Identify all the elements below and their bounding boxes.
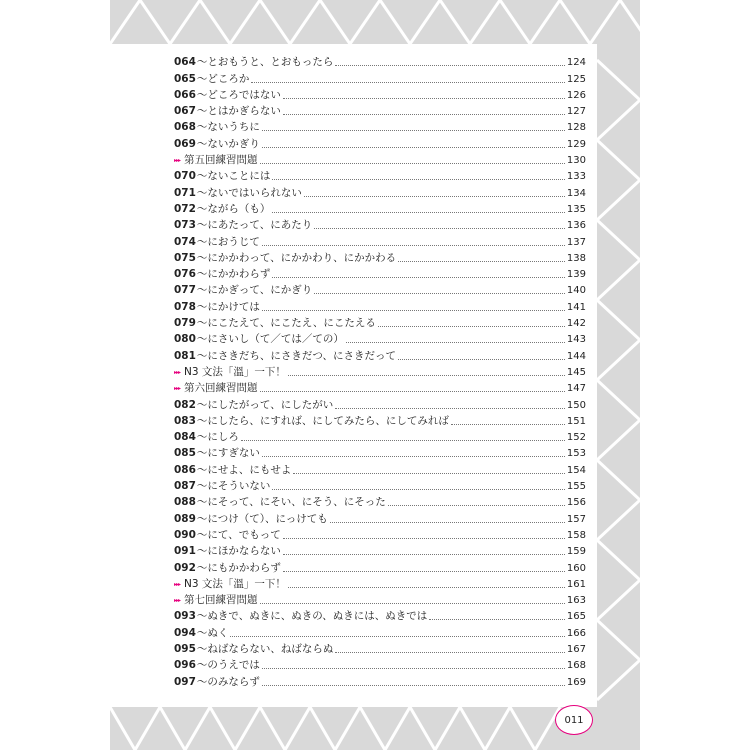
entry-number: 068 <box>174 121 196 134</box>
toc-row <box>174 330 586 346</box>
dot-leader <box>288 587 565 588</box>
toc-row <box>174 216 586 232</box>
entry-number: 069 <box>174 137 196 150</box>
entry-number: 084 <box>174 431 196 444</box>
entry-page: 155 <box>566 481 586 493</box>
dot-leader <box>241 440 565 441</box>
entry-title: 〜にほかならない <box>196 545 281 558</box>
entry-number: 072 <box>174 202 196 215</box>
dot-leader <box>262 456 565 457</box>
dot-leader <box>429 619 565 620</box>
dot-leader <box>283 571 565 572</box>
entry-page: 141 <box>566 301 586 313</box>
entry-page: 163 <box>566 595 586 607</box>
entry-title: 〜どころではない <box>196 88 281 101</box>
dot-leader <box>283 554 565 555</box>
dot-leader <box>283 114 565 115</box>
entry-number: 091 <box>174 545 196 558</box>
entry-title: 第七回練習問題 <box>184 594 258 607</box>
entry-page: 157 <box>566 513 586 525</box>
table-of-contents <box>174 53 586 689</box>
toc-row <box>174 200 586 216</box>
entry-number: 087 <box>174 480 196 493</box>
entry-title: 〜とはかぎらない <box>196 105 281 118</box>
dot-leader <box>272 179 564 180</box>
entry-number: 090 <box>174 528 196 541</box>
entry-title: 〜ねばならない、ねばならぬ <box>196 642 334 655</box>
triple-arrow-icon: ▸▸▸ <box>174 385 181 393</box>
toc-row <box>174 444 586 460</box>
entry-number: 079 <box>174 317 196 330</box>
toc-row <box>174 623 586 639</box>
entry-number: 066 <box>174 88 196 101</box>
toc-row <box>174 395 586 411</box>
entry-title: 〜にこたえて、にこたえ、にこたえる <box>196 317 376 330</box>
entry-title: N3 文法「溫」一下！ <box>184 577 286 590</box>
entry-number: 067 <box>174 105 196 118</box>
entry-title: 〜につけ（て）、にっけても <box>196 512 328 525</box>
toc-row <box>174 281 586 297</box>
entry-page: 135 <box>566 203 586 215</box>
entry-title: 第六回練習問題 <box>184 382 258 395</box>
triple-arrow-icon: ▸▸▸ <box>174 157 181 165</box>
dot-leader <box>335 65 564 66</box>
dot-leader <box>262 245 565 246</box>
toc-row <box>174 167 586 183</box>
dot-leader <box>378 326 565 327</box>
entry-title: 〜にしたら、にすれば、にしてみたら、にしてみれば <box>196 414 449 427</box>
entry-page: 124 <box>566 57 586 69</box>
entry-title: 〜にさいし（て／ては／ての） <box>196 333 344 346</box>
dot-leader <box>262 147 565 148</box>
entry-number: 088 <box>174 496 196 509</box>
entry-number: 094 <box>174 626 196 639</box>
entry-title: 〜ぬく <box>196 626 229 639</box>
toc-row <box>174 493 586 509</box>
toc-row <box>174 69 586 85</box>
dot-leader <box>330 522 565 523</box>
dot-leader <box>314 228 565 229</box>
entry-number: 078 <box>174 300 196 313</box>
page-number-badge <box>555 705 593 735</box>
page-number: 011 <box>564 714 584 726</box>
entry-page: 156 <box>566 497 586 509</box>
entry-number: 064 <box>174 56 196 69</box>
toc-row <box>174 477 586 493</box>
dot-leader <box>251 82 564 83</box>
toc-row <box>174 509 586 525</box>
toc-row <box>174 640 586 656</box>
toc-row <box>174 672 586 688</box>
entry-page: 127 <box>566 106 586 118</box>
entry-page: 147 <box>566 383 586 395</box>
entry-number: 065 <box>174 72 196 85</box>
entry-page: 140 <box>566 285 586 297</box>
toc-section-row <box>174 363 586 379</box>
triple-arrow-icon: ▸▸▸ <box>174 368 181 376</box>
entry-number: 070 <box>174 170 196 183</box>
toc-row <box>174 460 586 476</box>
entry-page: 153 <box>566 448 586 460</box>
entry-title: 〜におうじて <box>196 235 260 248</box>
entry-number: 096 <box>174 659 196 672</box>
toc-row <box>174 102 586 118</box>
toc-row <box>174 249 586 265</box>
entry-number: 093 <box>174 610 196 623</box>
entry-title: 〜ぬきで、ぬきに、ぬきの、ぬきには、ぬきでは <box>196 610 428 623</box>
dot-leader <box>283 538 565 539</box>
entry-page: 158 <box>566 529 586 541</box>
dot-leader <box>262 310 565 311</box>
entry-title: N3 文法「溫」一下！ <box>184 365 286 378</box>
entry-title: 〜にかかわって、にかかわり、にかかわる <box>196 251 397 264</box>
entry-title: 〜ないではいられない <box>196 186 302 199</box>
toc-row <box>174 86 586 102</box>
entry-number: 092 <box>174 561 196 574</box>
dot-leader <box>346 342 565 343</box>
entry-page: 134 <box>566 187 586 199</box>
entry-page: 136 <box>566 220 586 232</box>
dot-leader <box>262 685 565 686</box>
entry-title: 〜にせよ、にもせよ <box>196 463 292 476</box>
entry-title: 〜にしろ <box>196 431 239 444</box>
entry-page: 169 <box>566 676 586 688</box>
dot-leader <box>262 130 565 131</box>
entry-number: 077 <box>174 284 196 297</box>
entry-title: 〜ないことには <box>196 170 271 183</box>
entry-number: 083 <box>174 414 196 427</box>
entry-number: 085 <box>174 447 196 460</box>
entry-page: 130 <box>566 155 586 167</box>
toc-section-row <box>174 151 586 167</box>
entry-title: 〜ながら（も） <box>196 202 271 215</box>
entry-number: 095 <box>174 642 196 655</box>
dot-leader <box>398 359 565 360</box>
entry-page: 159 <box>566 546 586 558</box>
entry-page: 160 <box>566 562 586 574</box>
toc-row <box>174 232 586 248</box>
entry-page: 138 <box>566 252 586 264</box>
toc-section-row <box>174 379 586 395</box>
dot-leader <box>314 293 565 294</box>
entry-title: 〜にかけては <box>196 300 260 313</box>
entry-page: 154 <box>566 464 586 476</box>
entry-title: 〜にそういない <box>196 480 271 493</box>
entry-page: 161 <box>566 578 586 590</box>
dot-leader <box>335 408 565 409</box>
dot-leader <box>272 212 564 213</box>
entry-title: 〜にすぎない <box>196 447 260 460</box>
entry-page: 166 <box>566 627 586 639</box>
entry-title: 〜にしたがって、にしたがい <box>196 398 334 411</box>
toc-row <box>174 542 586 558</box>
entry-page: 144 <box>566 350 586 362</box>
entry-title: 〜にかかわらず <box>196 268 271 281</box>
entry-page: 151 <box>566 415 586 427</box>
dot-leader <box>398 261 565 262</box>
entry-page: 139 <box>566 269 586 281</box>
dot-leader <box>451 424 565 425</box>
triple-arrow-icon: ▸▸▸ <box>174 597 181 605</box>
entry-number: 071 <box>174 186 196 199</box>
entry-page: 126 <box>566 89 586 101</box>
entry-number: 081 <box>174 349 196 362</box>
entry-title: 〜ないかぎり <box>196 137 260 150</box>
toc-section-row <box>174 575 586 591</box>
toc-row <box>174 656 586 672</box>
entry-page: 142 <box>566 318 586 330</box>
entry-number: 089 <box>174 512 196 525</box>
toc-row <box>174 265 586 281</box>
entry-page: 167 <box>566 643 586 655</box>
entry-page: 165 <box>566 611 586 623</box>
toc-row <box>174 607 586 623</box>
entry-title: 〜にそって、にそい、にそう、にそった <box>196 496 386 509</box>
entry-title: 〜のうえでは <box>196 659 260 672</box>
toc-row <box>174 314 586 330</box>
triple-arrow-icon: ▸▸▸ <box>174 580 181 588</box>
entry-title: 〜にて、でもって <box>196 528 281 541</box>
entry-page: 152 <box>566 432 586 444</box>
entry-page: 150 <box>566 399 586 411</box>
toc-row <box>174 346 586 362</box>
dot-leader <box>230 636 564 637</box>
entry-page: 137 <box>566 236 586 248</box>
entry-number: 075 <box>174 251 196 264</box>
entry-number: 074 <box>174 235 196 248</box>
entry-title: 〜のみならず <box>196 675 260 688</box>
toc-row <box>174 526 586 542</box>
dot-leader <box>288 375 565 376</box>
entry-number: 076 <box>174 268 196 281</box>
toc-row <box>174 297 586 313</box>
entry-title: 〜にさきだち、にさきだつ、にさきだって <box>196 349 397 362</box>
entry-title: 〜とおもうと、とおもったら <box>196 56 334 69</box>
dot-leader <box>272 277 564 278</box>
dot-leader <box>388 505 565 506</box>
entry-number: 080 <box>174 333 196 346</box>
entry-page: 143 <box>566 334 586 346</box>
entry-number: 097 <box>174 675 196 688</box>
toc-row <box>174 183 586 199</box>
entry-title: 〜ないうちに <box>196 121 260 134</box>
dot-leader <box>262 668 565 669</box>
entry-number: 086 <box>174 463 196 476</box>
entry-page: 129 <box>566 138 586 150</box>
toc-row <box>174 412 586 428</box>
entry-page: 133 <box>566 171 586 183</box>
toc-row <box>174 558 586 574</box>
dot-leader <box>293 473 564 474</box>
dot-leader <box>272 489 564 490</box>
entry-page: 125 <box>566 73 586 85</box>
entry-title: 〜どころか <box>196 72 250 85</box>
entry-title: 〜にあたって、にあたり <box>196 219 313 232</box>
entry-title: 第五回練習問題 <box>184 154 258 167</box>
entry-title: 〜にもかかわらず <box>196 561 281 574</box>
toc-section-row <box>174 591 586 607</box>
dot-leader <box>304 196 565 197</box>
entry-title: 〜にかぎって、にかぎり <box>196 284 313 297</box>
toc-row <box>174 118 586 134</box>
toc-row <box>174 134 586 150</box>
entry-page: 128 <box>566 122 586 134</box>
entry-page: 168 <box>566 660 586 672</box>
toc-row <box>174 428 586 444</box>
dot-leader <box>283 98 565 99</box>
entry-number: 082 <box>174 398 196 411</box>
dot-leader <box>260 391 565 392</box>
dot-leader <box>260 603 565 604</box>
entry-page: 145 <box>566 366 586 378</box>
toc-row <box>174 53 586 69</box>
dot-leader <box>260 163 565 164</box>
dot-leader <box>335 652 564 653</box>
entry-number: 073 <box>174 219 196 232</box>
